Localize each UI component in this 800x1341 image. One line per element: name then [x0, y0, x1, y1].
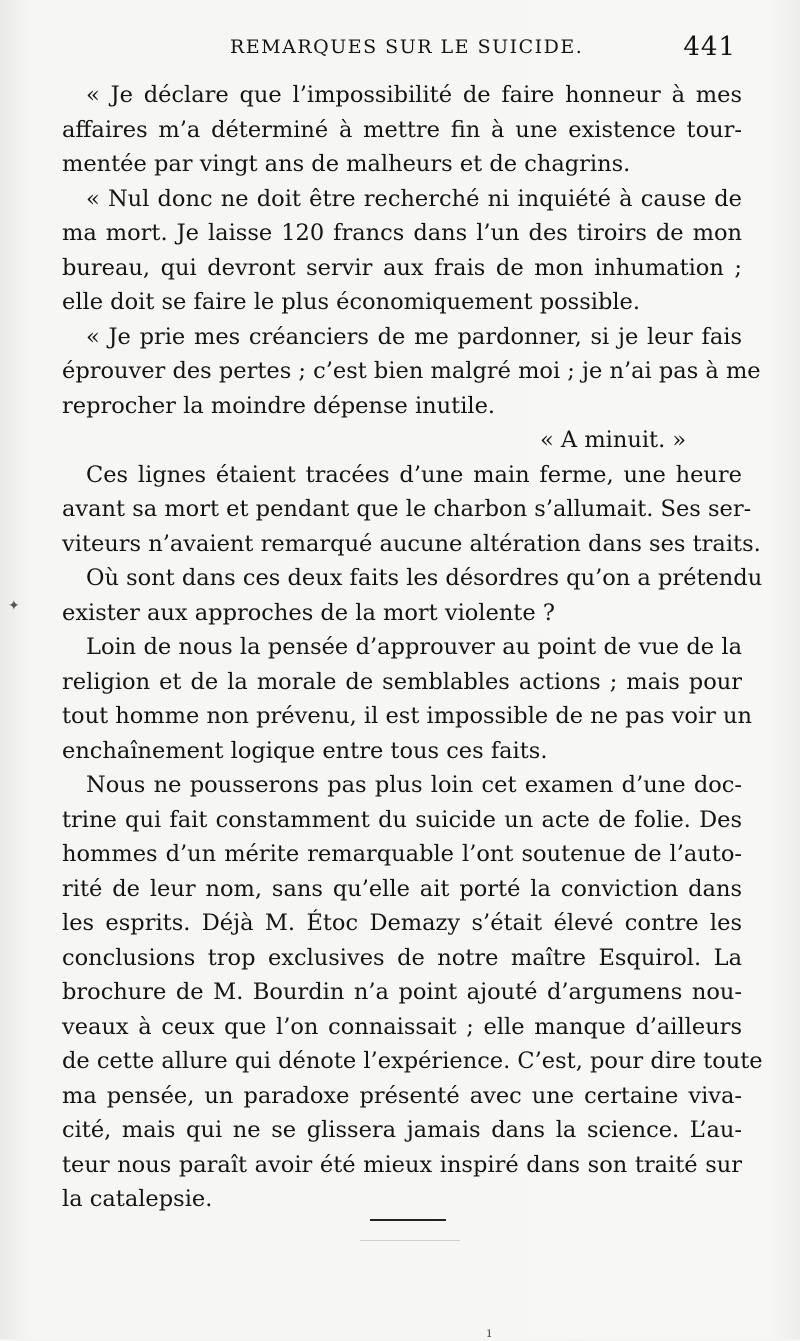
text-line: cité, mais qui ne se glissera jamais dans la science. L’au-: [62, 1117, 742, 1143]
text-line: elle doit se faire le plus économiquement possible.: [62, 289, 641, 315]
text-line: teur nous paraît avoir été mieux inspiré dans son traité sur: [62, 1151, 742, 1178]
text-line: tout homme non prévenu, il est impossible de ne pas voir un: [62, 703, 753, 729]
text-line: ma mort. Je laisse 120 francs dans l’un des tiroirs de mon: [62, 220, 742, 246]
text-line: de cette allure qui dénote l’expérience. C’est, pour dire toute: [62, 1048, 763, 1074]
text-line: mentée par vingt ans de malheurs et de chagrins.: [62, 151, 631, 177]
text-line: trine qui fait constamment du suicide un acte de folie. Des: [62, 806, 742, 833]
text-line: « Nul donc ne doit être recherché ni inquiété à cause de: [86, 185, 742, 212]
page-header: [60, 32, 740, 72]
text-line: Nous ne pousserons pas plus loin cet examen d’une doc-: [86, 772, 742, 798]
end-rule: [370, 1219, 446, 1221]
body-text: [62, 78, 763, 1217]
text-line: les esprits. Déjà M. Étoc Demazy s’était élevé contre les: [62, 910, 742, 936]
text-line: ma pensée, un paradoxe présenté avec une certaine viva-: [62, 1082, 742, 1109]
text-line: viteurs n’avaient remarqué aucune altération dans ses traits.: [62, 530, 761, 557]
text-line: exister aux approches de la mort violente ?: [62, 599, 555, 626]
text-line: bureau, qui devront servir aux frais de mon inhumation ;: [62, 254, 742, 281]
text-line: avant sa mort et pendant que le charbon s’allumait. Ses ser-: [62, 496, 752, 522]
bleed-through-rule: [360, 1240, 460, 1241]
page-number: 441: [683, 32, 736, 62]
text-line: enchaînement logique entre tous ces faits.: [62, 737, 548, 764]
text-line: Ces lignes étaient tracées d’une main ferme, une heure: [86, 461, 742, 488]
text-line: affaires m’a déterminé à mettre fin à une existence tour-: [62, 116, 742, 143]
text-line: Loin de nous la pensée d’approuver au point de vue de la: [86, 634, 742, 660]
text-line: « Je déclare que l’impossibilité de faire honneur à mes: [86, 82, 742, 108]
running-title: REMARQUES SUR LE SUICIDE.: [230, 36, 584, 58]
text-line: veaux à ceux que l’on connaissait ; elle manque d’ailleurs: [62, 1013, 742, 1040]
text-line: Où sont dans ces deux faits les désordres qu’on a prétendu: [86, 565, 763, 591]
text-line: rité de leur nom, sans qu’elle ait porté la conviction dans: [62, 875, 742, 902]
text-line: « Je prie mes créanciers de me pardonner, si je leur fais: [86, 323, 742, 350]
text-line: hommes d’un mérite remarquable l’ont soutenue de l’auto-: [62, 841, 742, 867]
text-line: éprouver des pertes ; c’est bien malgré moi ; je n’ai pas à me: [62, 358, 761, 384]
text-line: brochure de M. Bourdin n’a point ajouté d’argumens nou-: [62, 979, 742, 1005]
gutter-mark: ı: [487, 1325, 492, 1341]
text-line: « A minuit. »: [540, 427, 687, 453]
text-line: religion et de la morale de semblables actions ; mais pour: [62, 668, 742, 695]
text-line: la catalepsie.: [62, 1186, 213, 1212]
text-line: reprocher la moindre dépense inutile.: [62, 392, 496, 419]
margin-mark: ✦: [8, 598, 20, 614]
text-line: conclusions trop exclusives de notre maître Esquirol. La: [62, 944, 742, 971]
